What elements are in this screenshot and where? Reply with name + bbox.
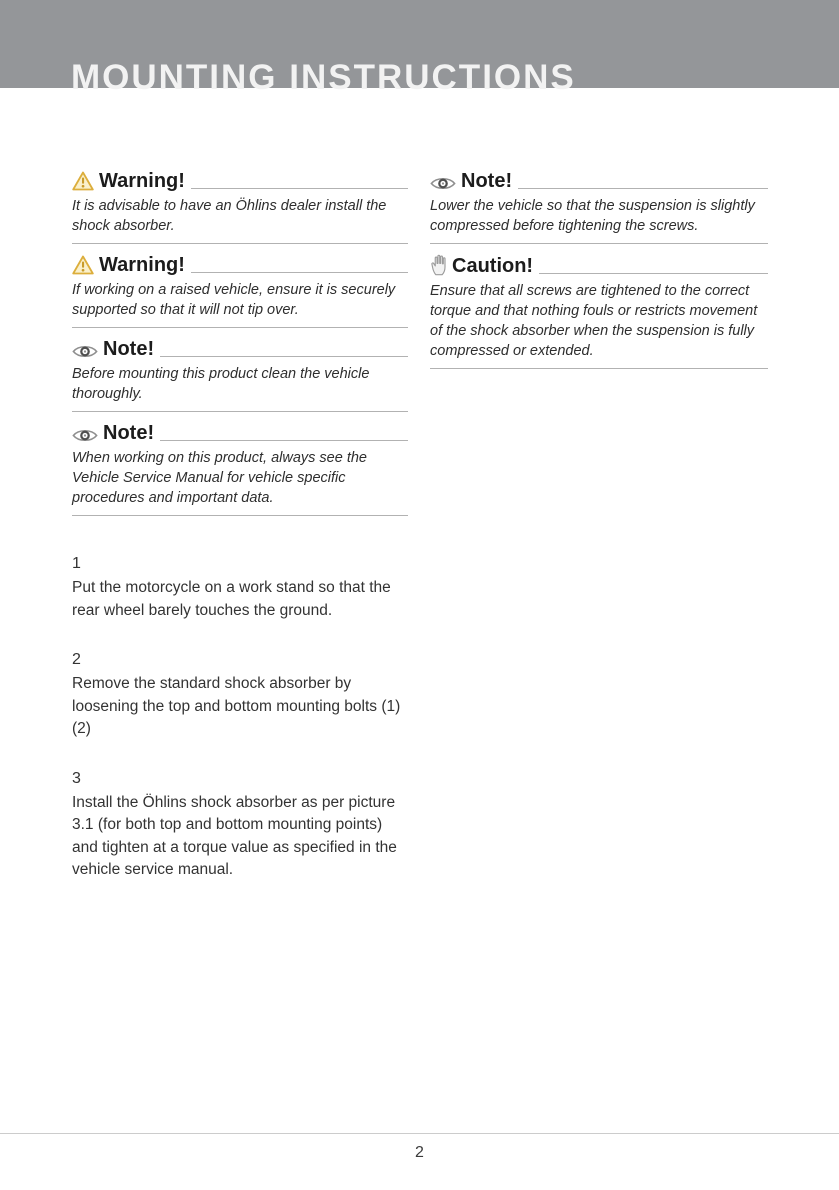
step-3: [72, 771, 408, 882]
right-column: [430, 170, 768, 379]
step-2: [72, 652, 408, 741]
step-number: 3: [72, 769, 81, 787]
alert-warning-1: [72, 170, 408, 244]
instruction-steps: [72, 556, 408, 882]
step-text: Install the Öhlins shock absorber as per picture 3.1 (for both top and bottom mounting points) and tighten at a torque value as specified in the vehicle service manual.: [72, 793, 397, 878]
alert-title: Warning!: [99, 254, 185, 276]
alert-caution-1: [430, 254, 768, 369]
alert-title: Note!: [461, 170, 513, 192]
alert-note-2: [72, 422, 408, 516]
alert-title: Caution!: [452, 255, 534, 277]
heading-rule: [518, 188, 768, 189]
alert-body: It is advisable to have an Öhlins dealer install the shock absorber.: [72, 198, 387, 234]
footer-rule: [0, 1133, 839, 1134]
heading-rule: [191, 272, 408, 273]
alert-title: Note!: [103, 338, 155, 360]
heading-rule: [539, 273, 768, 274]
alert-title: Note!: [103, 422, 155, 444]
step-number: 1: [72, 555, 81, 572]
heading-rule: [160, 440, 408, 441]
heading-rule: [191, 188, 408, 189]
eye-icon: [72, 428, 98, 443]
alert-body: If working on a raised vehicle, ensure it is securely supported so that it will not tip over.: [72, 282, 396, 318]
alert-body: Before mounting this product clean the vehicle thoroughly.: [72, 366, 370, 402]
alert-body: Ensure that all screws are tightened to the correct torque and that nothing fouls or restricts movement of the shock absorber when the suspension is fully compressed or extended.: [430, 283, 758, 359]
step-text: Put the motorcycle on a work stand so that the rear wheel barely touches the ground.: [72, 579, 391, 619]
warning-triangle-icon: [72, 255, 94, 275]
step-text: Remove the standard shock absorber by loosening the top and bottom mounting bolts (1) (2): [72, 675, 401, 737]
eye-icon: [430, 176, 456, 191]
header-banner: [0, 0, 839, 97]
alert-body: Lower the vehicle so that the suspension is slightly compressed before tightening the screws.: [430, 198, 755, 234]
step-1: [72, 556, 408, 622]
heading-rule: [160, 356, 408, 357]
alert-note-1: [72, 338, 408, 412]
page-number: 2: [415, 1144, 424, 1161]
warning-triangle-icon: [72, 171, 94, 191]
step-number: 2: [72, 651, 81, 668]
left-column: [72, 170, 408, 912]
alert-warning-2: [72, 254, 408, 328]
alert-note-3: [430, 170, 768, 244]
hand-icon: [430, 254, 447, 276]
eye-icon: [72, 344, 98, 359]
page-title: MOUNTING INSTRUCTIONS: [71, 58, 576, 97]
alert-body: When working on this product, always see the Vehicle Service Manual for vehicle specific procedures and important data.: [72, 450, 367, 506]
alert-title: Warning!: [99, 170, 185, 192]
